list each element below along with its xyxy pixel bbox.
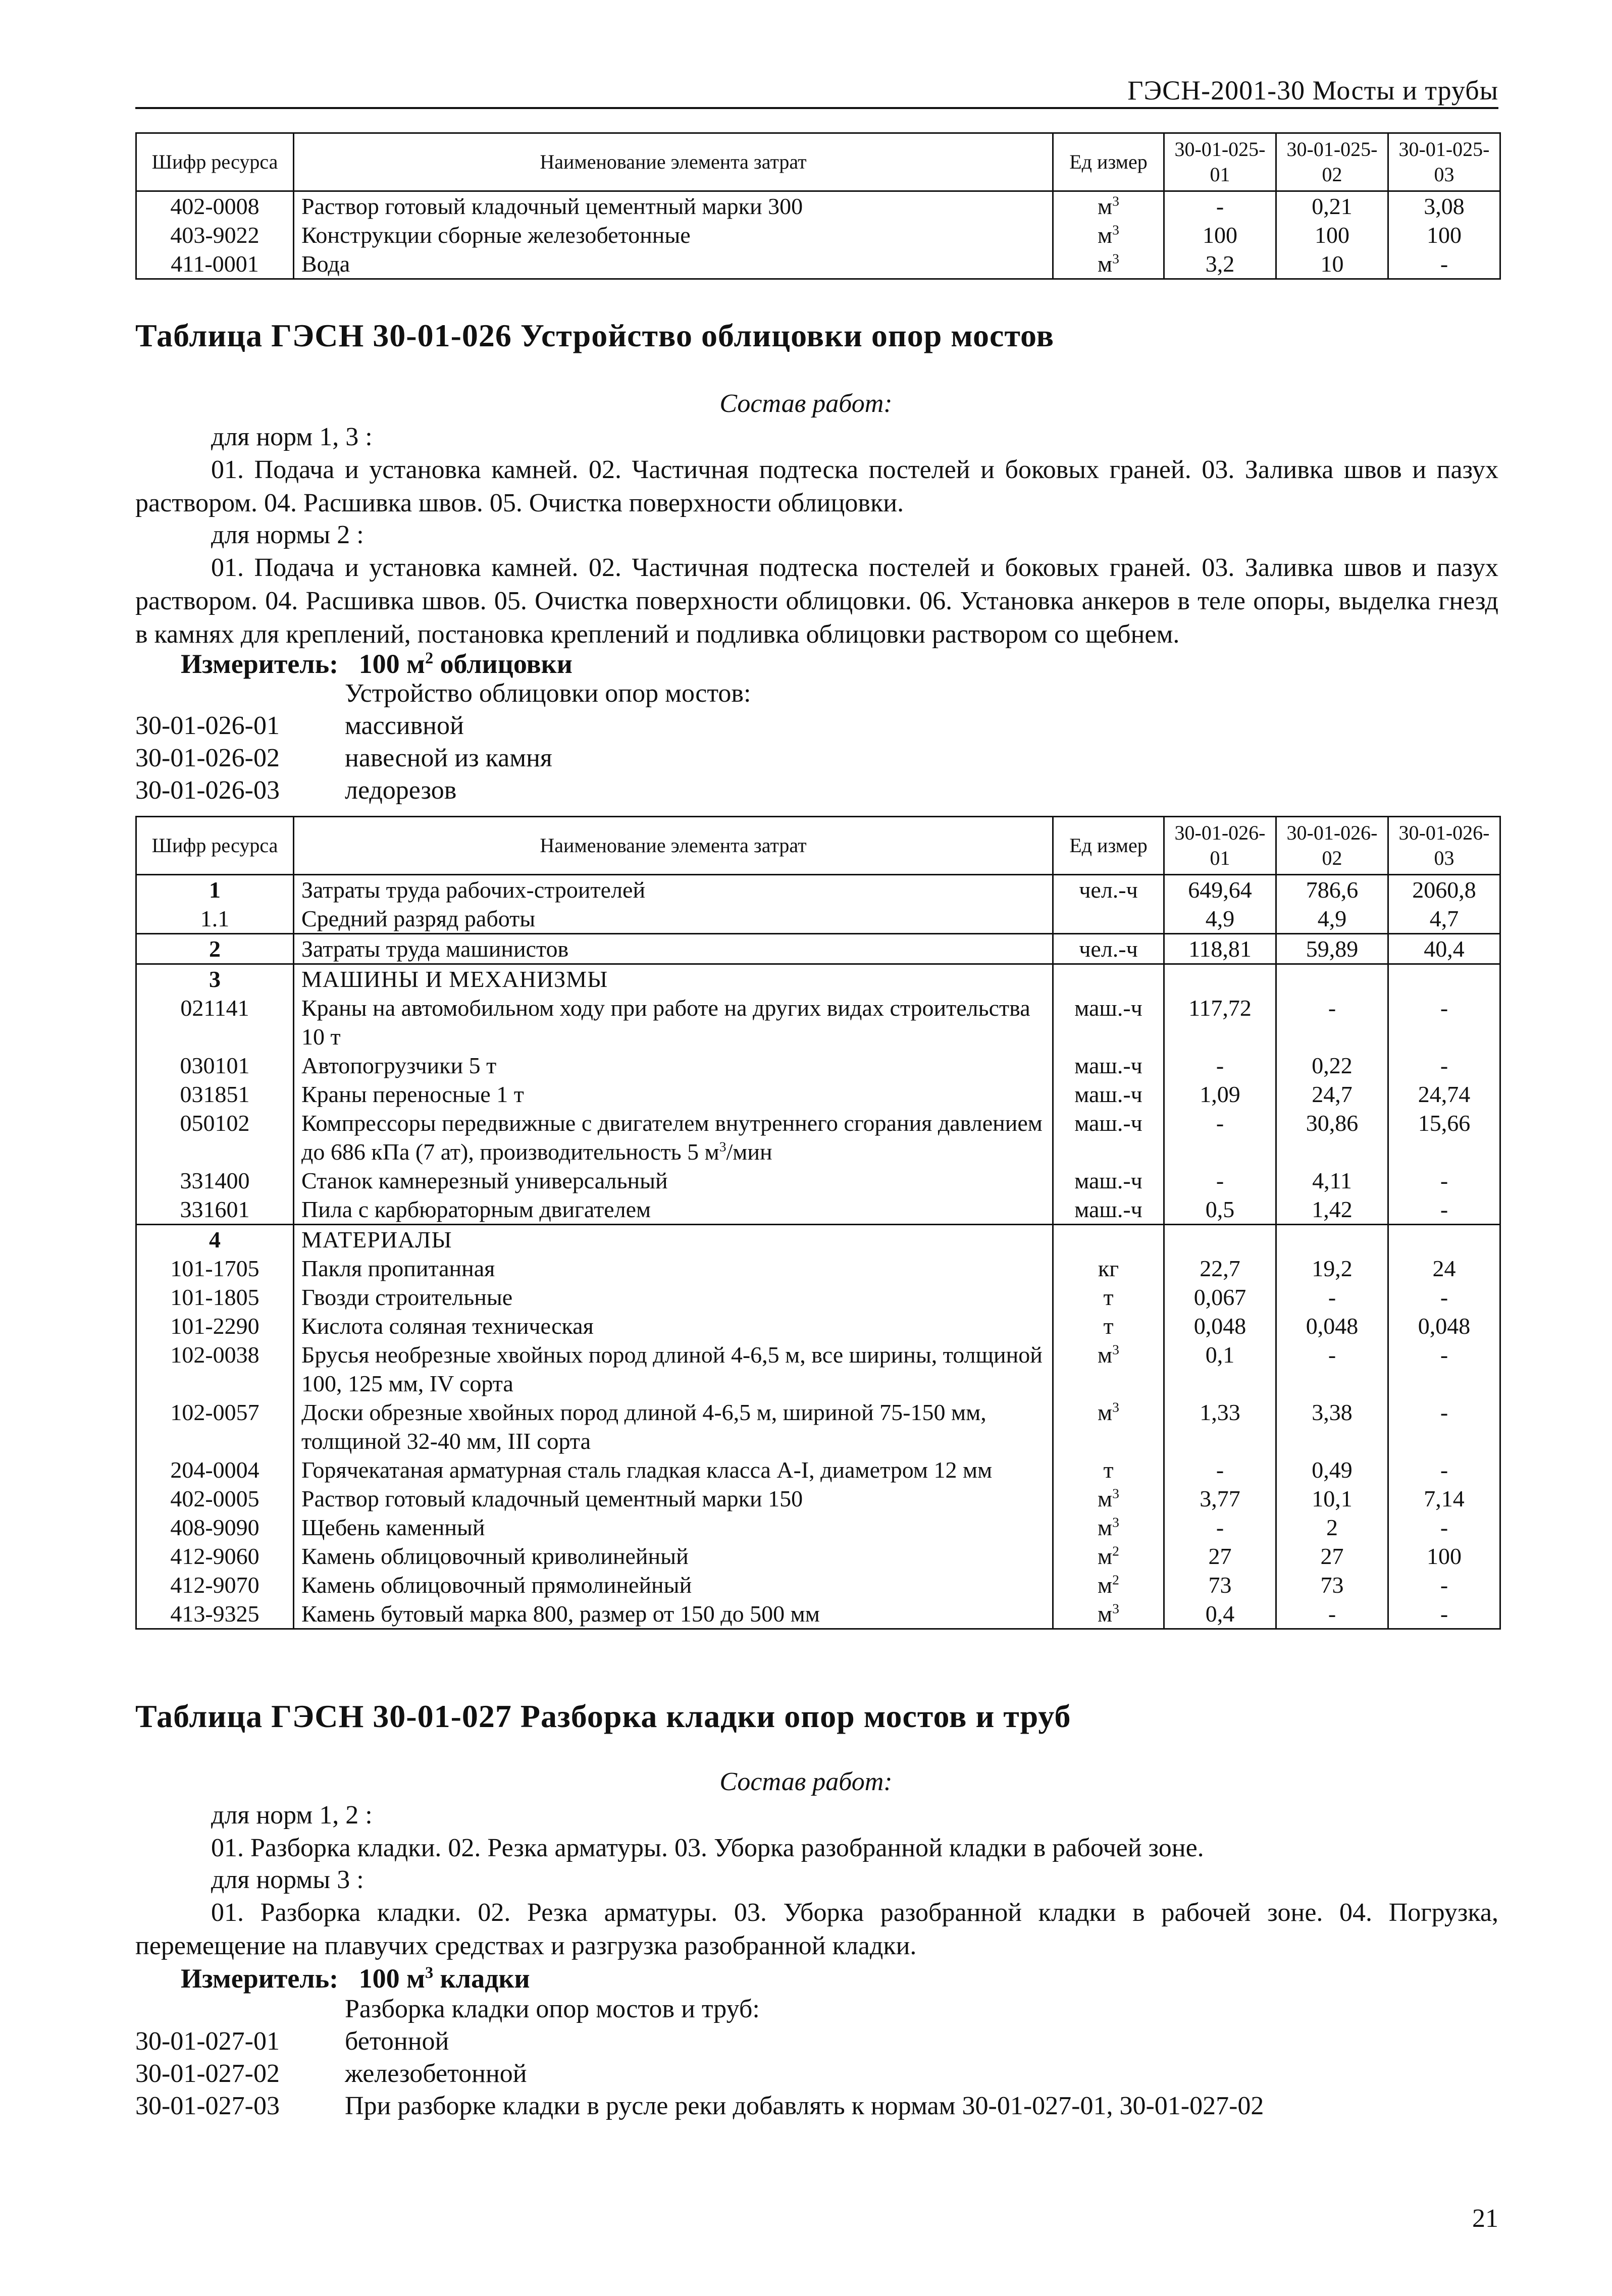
cell-value: 40,4	[1388, 934, 1500, 964]
col-header-norm-1: 30-01-025-01	[1164, 133, 1276, 191]
cell-name: Затраты труда рабочих-строителей	[294, 875, 1053, 905]
cell-unit: маш.-ч	[1053, 1051, 1164, 1080]
cell-value: -	[1388, 1455, 1500, 1484]
cell-value: 786,6	[1276, 875, 1388, 905]
cell-value: 30,86	[1276, 1109, 1388, 1166]
cell-unit: $м^3$	[1053, 191, 1164, 221]
cell-value: 3,2	[1164, 249, 1276, 279]
cell-value: -	[1164, 1513, 1276, 1542]
cell-value: 4,9	[1276, 904, 1388, 934]
table-row	[136, 1484, 1500, 1513]
cell-name: Доски обрезные хвойных пород длиной 4-6,5 м, шириной 75-150 мм, толщиной 32-40 мм, III сорта	[294, 1398, 1053, 1455]
cell-value: -	[1388, 1599, 1500, 1629]
cell-unit: маш.-ч	[1053, 1166, 1164, 1195]
cell-name: Компрессоры передвижные с двигателем внутреннего сгорания давлением до 686 кПа (7 ат), производительность 5 $м^3$/мин	[294, 1109, 1053, 1166]
cell-unit: $м^3$	[1053, 1484, 1164, 1513]
cell-value: 27	[1276, 1542, 1388, 1571]
norm-code-row	[135, 2058, 1264, 2090]
cell-name: Камень бутовый марка 800, размер от 150 до 500 мм	[294, 1599, 1053, 1629]
cell-code: 1	[136, 875, 294, 905]
cell-value: 2060,8	[1388, 875, 1500, 905]
col-header-code: Шифр ресурса	[136, 817, 294, 875]
cell-unit: $м^2$	[1053, 1542, 1164, 1571]
table-row	[136, 1340, 1500, 1398]
table-row	[136, 875, 1500, 905]
cell-code: 101-1805	[136, 1283, 294, 1312]
norm-code-desc: массивной	[345, 711, 464, 740]
cell-name: Вода	[294, 249, 1053, 279]
cell-value: 4,11	[1276, 1166, 1388, 1195]
table-title-027: Таблица ГЭСН 30-01-027 Разборка кладки опор мостов и труб	[135, 1698, 1071, 1734]
cell-value	[1388, 964, 1500, 994]
norm-code-row	[135, 710, 552, 742]
cell-name: Брусья необрезные хвойных пород длиной 4-6,5 м, все ширины, толщиной 100, 125 мм, IV сорта	[294, 1340, 1053, 1398]
norms-text-027-b	[135, 1896, 1498, 1963]
cell-value: -	[1388, 1051, 1500, 1080]
cell-value: 59,89	[1276, 934, 1388, 964]
cell-value: 117,72	[1164, 994, 1276, 1051]
cell-unit: маш.-ч	[1053, 994, 1164, 1051]
cell-value: -	[1164, 1455, 1276, 1484]
norm-code-row	[135, 2025, 1264, 2058]
cell-value: 10,1	[1276, 1484, 1388, 1513]
cell-unit: $м^3$	[1053, 1513, 1164, 1542]
cell-code: 050102	[136, 1109, 294, 1166]
code-list-026	[135, 710, 552, 807]
table-body	[136, 191, 1500, 279]
norm-code-row	[135, 2090, 1264, 2122]
cell-code: 4	[136, 1225, 294, 1255]
cell-value: -	[1388, 249, 1500, 279]
cell-code: 408-9090	[136, 1513, 294, 1542]
norms-label-026-b: для нормы 2 :	[211, 520, 364, 549]
col-header-name: Наименование элемента затрат	[294, 817, 1053, 875]
cell-code: 331601	[136, 1195, 294, 1225]
table-row	[136, 1195, 1500, 1225]
col-header-norm-3: 30-01-025-03	[1388, 133, 1500, 191]
cell-code: 031851	[136, 1080, 294, 1109]
cell-value: -	[1164, 191, 1276, 221]
measure-label-026: Измеритель:	[181, 649, 339, 679]
table-row	[136, 994, 1500, 1051]
table-row	[136, 1254, 1500, 1283]
cell-code: 030101	[136, 1051, 294, 1080]
cell-value: 0,048	[1388, 1312, 1500, 1340]
col-header-unit: Ед измер	[1053, 133, 1164, 191]
cell-value: 3,08	[1388, 191, 1500, 221]
col-header-norm-2: 30-01-026-02	[1276, 817, 1388, 875]
cell-name: Камень облицовочный криволинейный	[294, 1542, 1053, 1571]
group-title-026: Устройство облицовки опор мостов:	[345, 679, 751, 708]
norm-code-row	[135, 742, 552, 774]
cell-value: 19,2	[1276, 1254, 1388, 1283]
cell-value: 24,74	[1388, 1080, 1500, 1109]
cell-value: 0,49	[1276, 1455, 1388, 1484]
norm-code-desc: При разборке кладки в русле реки добавлять к нормам 30-01-027-01, 30-01-027-02	[345, 2092, 1264, 2120]
table-row	[136, 1398, 1500, 1455]
cell-value: 0,5	[1164, 1195, 1276, 1225]
cell-value	[1276, 1225, 1388, 1255]
cell-value	[1164, 964, 1276, 994]
cell-value: -	[1388, 1340, 1500, 1398]
code-list-027	[135, 2025, 1264, 2122]
cell-value: -	[1276, 1340, 1388, 1398]
table-row	[136, 221, 1500, 249]
table-row	[136, 1283, 1500, 1312]
running-header: ГЭСН-2001-30 Мосты и трубы	[1127, 75, 1498, 106]
norms-label-027-b: для нормы 3 :	[211, 1865, 364, 1894]
norm-code: 30-01-027-01	[135, 2027, 280, 2056]
cell-value: -	[1388, 1513, 1500, 1542]
cell-name: Камень облицовочный прямолинейный	[294, 1571, 1053, 1599]
cell-unit: $м^3$	[1053, 221, 1164, 249]
cell-name: Краны на автомобильном ходу при работе на других видах строительства 10 т	[294, 994, 1053, 1051]
cell-code: 021141	[136, 994, 294, 1051]
page-number: 21	[1472, 2204, 1498, 2233]
cell-value: 15,66	[1388, 1109, 1500, 1166]
cell-unit	[1053, 964, 1164, 994]
cell-value	[1388, 1225, 1500, 1255]
measure-value-026: 100 $м^2$ облицовки	[358, 649, 573, 679]
cell-name: Конструкции сборные железобетонные	[294, 221, 1053, 249]
cell-value: 100	[1388, 221, 1500, 249]
cell-value: 7,14	[1388, 1484, 1500, 1513]
cell-code: 101-2290	[136, 1312, 294, 1340]
cell-value: 118,81	[1164, 934, 1276, 964]
cell-code: 204-0004	[136, 1455, 294, 1484]
norms-text-026-b	[135, 551, 1498, 651]
cell-value	[1164, 1225, 1276, 1255]
norms-label-027-a: для норм 1, 2 :	[211, 1801, 373, 1830]
cell-name: Горячекатаная арматурная сталь гладкая класса А-I, диаметром 12 мм	[294, 1455, 1053, 1484]
cell-unit: $м^2$	[1053, 1571, 1164, 1599]
cell-value: -	[1164, 1166, 1276, 1195]
cell-code: 412-9070	[136, 1571, 294, 1599]
cell-value: 24,7	[1276, 1080, 1388, 1109]
cell-value: 100	[1164, 221, 1276, 249]
measure-value-027: 100 $м^3$ кладки	[358, 1963, 530, 1994]
cell-value: -	[1388, 1571, 1500, 1599]
cell-unit: маш.-ч	[1053, 1195, 1164, 1225]
cell-name: МАТЕРИАЛЫ	[294, 1225, 1053, 1255]
cell-code: 402-0008	[136, 191, 294, 221]
cell-value	[1276, 964, 1388, 994]
table-row	[136, 1455, 1500, 1484]
norm-code: 30-01-026-03	[135, 776, 280, 805]
cell-name: Средний разряд работы	[294, 904, 1053, 934]
table-row	[136, 1051, 1500, 1080]
table-row	[136, 1225, 1500, 1255]
cell-value: 2	[1276, 1513, 1388, 1542]
cell-name: Раствор готовый кладочный цементный марки 300	[294, 191, 1053, 221]
cell-name: МАШИНЫ И МЕХАНИЗМЫ	[294, 964, 1053, 994]
cell-value: 4,7	[1388, 904, 1500, 934]
table-row	[136, 904, 1500, 934]
cell-value: -	[1164, 1109, 1276, 1166]
norm-code-desc: железобетонной	[345, 2059, 527, 2088]
cell-name: Гвозди строительные	[294, 1283, 1053, 1312]
cell-value: 100	[1388, 1542, 1500, 1571]
col-header-name: Наименование элемента затрат	[294, 133, 1053, 191]
cell-value: 0,067	[1164, 1283, 1276, 1312]
cell-code: 1.1	[136, 904, 294, 934]
norm-code-desc: ледорезов	[345, 776, 457, 805]
cell-unit	[1053, 1225, 1164, 1255]
cell-value: -	[1388, 1195, 1500, 1225]
cell-value: 649,64	[1164, 875, 1276, 905]
cell-unit: т	[1053, 1283, 1164, 1312]
cell-unit: $м^3$	[1053, 1340, 1164, 1398]
cell-code: 413-9325	[136, 1599, 294, 1629]
col-header-code: Шифр ресурса	[136, 133, 294, 191]
cell-name: Краны переносные 1 т	[294, 1080, 1053, 1109]
table-row	[136, 1571, 1500, 1599]
cell-name: Щебень каменный	[294, 1513, 1053, 1542]
cell-value: 0,4	[1164, 1599, 1276, 1629]
cell-unit: $м^3$	[1053, 249, 1164, 279]
cell-value: -	[1388, 1166, 1500, 1195]
cell-value: 0,21	[1276, 191, 1388, 221]
cell-unit: кг	[1053, 1254, 1164, 1283]
cell-code: 411-0001	[136, 249, 294, 279]
cell-value: 0,048	[1276, 1312, 1388, 1340]
cell-value: 0,1	[1164, 1340, 1276, 1398]
col-header-norm-1: 30-01-026-01	[1164, 817, 1276, 875]
header-rule	[135, 107, 1498, 109]
norm-code-desc: бетонной	[345, 2027, 449, 2056]
norm-code: 30-01-027-03	[135, 2092, 280, 2120]
cell-value: 73	[1276, 1571, 1388, 1599]
cell-unit: маш.-ч	[1053, 1080, 1164, 1109]
cell-value: 3,77	[1164, 1484, 1276, 1513]
cell-value: 10	[1276, 249, 1388, 279]
table-title-026: Таблица ГЭСН 30-01-026 Устройство облицовки опор мостов	[135, 318, 1054, 353]
norms-text-026-b-content: 01. Подача и установка камней. 02. Частичная подтеска постелей и боковых граней. 03. Заливка швов и пазух раствором. 04. Расшивка швов. 05. Очистка поверхности облицовки. 06. Установка анкеров в теле опоры, выделка гнезд в камнях для креплений, постановка креплений и подливка облицовки раствором со щебнем.	[135, 553, 1498, 649]
table-row	[136, 1109, 1500, 1166]
norms-text-027-a-content: 01. Разборка кладки. 02. Резка арматуры. 03. Уборка разобранной кладки в рабочей зоне.	[211, 1834, 1204, 1862]
norm-code: 30-01-027-02	[135, 2059, 280, 2088]
cell-unit: чел.-ч	[1053, 934, 1164, 964]
cell-value: 24	[1388, 1254, 1500, 1283]
cell-value: -	[1276, 1599, 1388, 1629]
table-row	[136, 1080, 1500, 1109]
cell-value: -	[1388, 1283, 1500, 1312]
table-body	[136, 875, 1500, 1629]
cell-code: 403-9022	[136, 221, 294, 249]
group-title-027: Разборка кладки опор мостов и труб:	[345, 1995, 760, 2023]
cell-unit: маш.-ч	[1053, 1109, 1164, 1166]
cell-value: 100	[1276, 221, 1388, 249]
cell-code: 331400	[136, 1166, 294, 1195]
norm-code: 30-01-026-02	[135, 744, 280, 772]
cell-value: -	[1164, 1051, 1276, 1080]
norms-text-027-a	[135, 1832, 1498, 1865]
norms-text-026-a	[135, 453, 1498, 520]
cell-unit	[1053, 904, 1164, 934]
norms-label-026-a: для норм 1, 3 :	[211, 423, 373, 451]
cell-value: 27	[1164, 1542, 1276, 1571]
cell-name: Затраты труда машинистов	[294, 934, 1053, 964]
cell-value: 1,42	[1276, 1195, 1388, 1225]
col-header-norm-3: 30-01-026-03	[1388, 817, 1500, 875]
composition-label-026: Состав работ:	[719, 389, 893, 418]
cell-value: 73	[1164, 1571, 1276, 1599]
composition-label-027: Состав работ:	[719, 1767, 893, 1796]
cell-value: 3,38	[1276, 1398, 1388, 1455]
cell-code: 402-0005	[136, 1484, 294, 1513]
table-row	[136, 1166, 1500, 1195]
resource-table-026	[135, 816, 1501, 1630]
cell-name: Раствор готовый кладочный цементный марки 150	[294, 1484, 1053, 1513]
cell-unit: т	[1053, 1455, 1164, 1484]
cell-value: 4,9	[1164, 904, 1276, 934]
measure-026	[181, 648, 573, 680]
table-row	[136, 1542, 1500, 1571]
cell-value: 0,048	[1164, 1312, 1276, 1340]
table-row	[136, 934, 1500, 964]
cell-unit: $м^3$	[1053, 1599, 1164, 1629]
cell-name: Пила с карбюраторным двигателем	[294, 1195, 1053, 1225]
table-row	[136, 1513, 1500, 1542]
cell-value: -	[1388, 1398, 1500, 1455]
norms-text-026-a-content: 01. Подача и установка камней. 02. Частичная подтеска постелей и боковых граней. 03. Заливка швов и пазух раствором. 04. Расшивка швов. 05. Очистка поверхности облицовки.	[135, 455, 1498, 517]
cell-name: Станок камнерезный универсальный	[294, 1166, 1053, 1195]
cell-code: 102-0038	[136, 1340, 294, 1398]
norms-text-027-b-content: 01. Разборка кладки. 02. Резка арматуры. 03. Уборка разобранной кладки в рабочей зоне. 04. Погрузка, перемещение на плавучих средствах и разгрузка разобранной кладки.	[135, 1898, 1498, 1960]
table-row	[136, 1599, 1500, 1629]
norm-code-desc: навесной из камня	[345, 744, 552, 772]
cell-code: 3	[136, 964, 294, 994]
cell-value: -	[1388, 994, 1500, 1051]
col-header-unit: Ед измер	[1053, 817, 1164, 875]
cell-name: Кислота соляная техническая	[294, 1312, 1053, 1340]
norm-code-row	[135, 774, 552, 807]
cell-value: 0,22	[1276, 1051, 1388, 1080]
cell-value: 1,09	[1164, 1080, 1276, 1109]
resource-table-025	[135, 132, 1501, 280]
table-row	[136, 191, 1500, 221]
table-row	[136, 964, 1500, 994]
table-row	[136, 1312, 1500, 1340]
cell-name: Пакля пропитанная	[294, 1254, 1053, 1283]
cell-unit: т	[1053, 1312, 1164, 1340]
cell-code: 412-9060	[136, 1542, 294, 1571]
measure-label-027: Измеритель:	[181, 1963, 339, 1994]
col-header-norm-2: 30-01-025-02	[1276, 133, 1388, 191]
cell-code: 102-0057	[136, 1398, 294, 1455]
cell-code: 101-1705	[136, 1254, 294, 1283]
measure-027	[181, 1963, 530, 1994]
norm-code: 30-01-026-01	[135, 711, 280, 740]
cell-code: 2	[136, 934, 294, 964]
cell-name: Автопогрузчики 5 т	[294, 1051, 1053, 1080]
cell-value: -	[1276, 994, 1388, 1051]
cell-unit: $м^3$	[1053, 1398, 1164, 1455]
cell-value: 22,7	[1164, 1254, 1276, 1283]
table-row	[136, 249, 1500, 279]
cell-unit: чел.-ч	[1053, 875, 1164, 905]
cell-value: -	[1276, 1283, 1388, 1312]
cell-value: 1,33	[1164, 1398, 1276, 1455]
